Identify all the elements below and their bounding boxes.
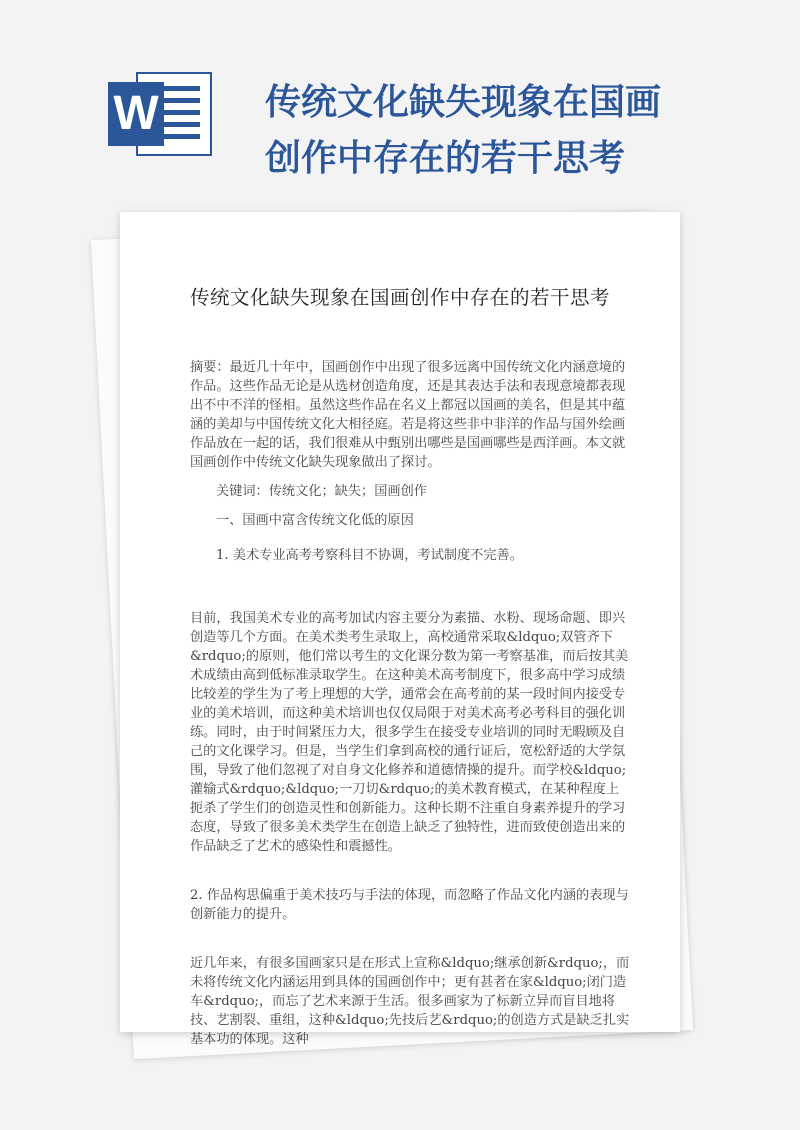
abstract-paragraph: 摘要：最近几十年中，国画创作中出现了很多远离中国传统文化内涵意境的作品。这些作品无论是从选材创造角度，还是其表达手法和表现意境都表现出不中不洋的怪相。虽然这些作品在名义上都冠以国画的美名，但是其中蕴涵的美却与中国传统文化大相径庭。若是将这些非中非洋的作品与国外绘画作品放在一起的话，我们很难从中甄别出哪些是国画哪些是西洋画。本文就国画创作中传统文化缺失现象做出了探讨。 [190,360,626,470]
header-title: 传统文化缺失现象在国画创作中存在的若干思考 [265,81,662,179]
list-item-1: 1. 美术专业高考考察科目不协调，考试制度不完善。 [216,548,523,563]
word-document-icon [108,72,212,156]
section-heading: 一、国画中富含传统文化低的原因 [216,513,414,528]
keywords-line: 关键词：传统文化；缺失；国画创作 [216,484,427,499]
body-paragraph-2: 近几年来，有很多国画家只是在形式上宣称&ldquo;继承创新&rdquo;，而未将传统文化内涵运用到具体的国画创作中；更有甚者在家&ldquo;闭门造车&rdquo;，而忘了艺术来源于生活。很多画家为了标新立异而盲目地将技、艺割裂、重组，这种&ldquo;先技后艺&rdquo;的创造方式是缺乏扎实基本功的体现。这种 [190,956,630,1047]
document-title: 传统文化缺失现象在国画创作中存在的若干思考 [190,286,611,309]
word-logo-letter: W [108,82,164,146]
list-item-2: 2. 作品构思偏重于美术技巧与手法的体现，而忽略了作品文化内涵的表现与创新能力的提升。 [190,888,629,922]
document-page [120,212,680,1047]
body-paragraph-1: 目前，我国美术专业的高考加试内容主要分为素描、水粉、现场命题、即兴创造等几个方面。在美术类考生录取上，高校通常采取&ldquo;双管齐下&rdquo;的原则，他们常以考生的文化课分数为第一考察基准，而后按其美术成绩由高到低标准录取学生。在这种美术高考制度下，很多高中学习成绩比较差的学生为了考上理想的大学，通常会在高考前的某一段时间内接受专业的美术培训，而这种美术培训也仅仅局限于对美术高考必考科目的强化训练。同时，由于时间紧压力大，很多学生在接受专业培训的同时无暇顾及自己的文化课学习。但是，当学生们拿到高校的通行证后，宽松舒适的大学氛围，导致了他们忽视了对自身文化修养和道德情操的提升。而学校&ldquo;灌输式&rdquo;&ldquo;一刀切&rdquo;的美术教育模式，在某种程度上扼杀了学生们的创造灵性和创新能力。这种长期不注重自身素养提升的学习态度，导致了很多美术类学生在创造上缺乏了独特性，进而致使创造出来的作品缺乏了艺术的感染性和震撼性。 [190,611,629,854]
document-content [190,282,630,1049]
